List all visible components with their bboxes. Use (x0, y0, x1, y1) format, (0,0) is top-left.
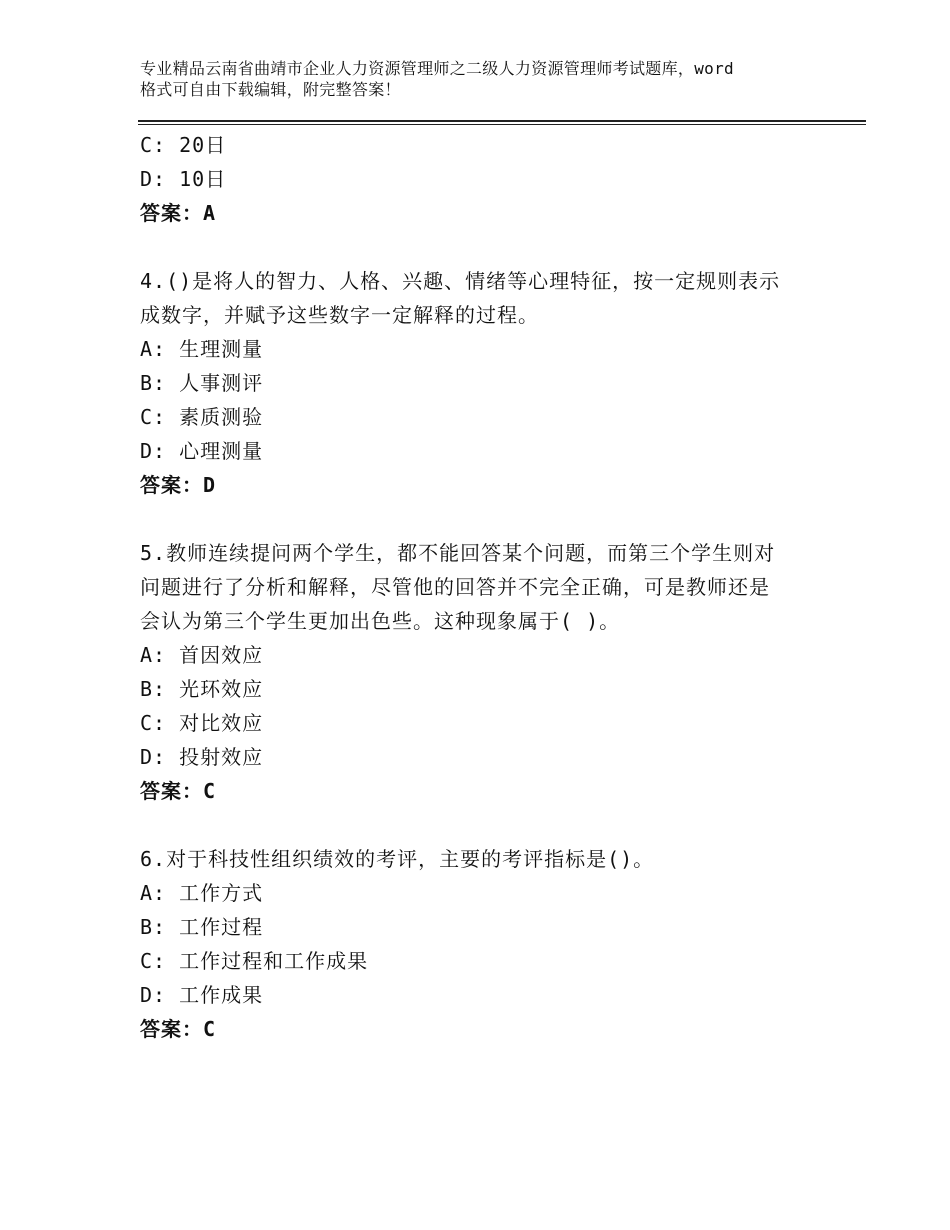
question-content (140, 128, 820, 1046)
option-a: A: 首因效应 (140, 643, 264, 667)
question-text-line: 5.教师连续提问两个学生，都不能回答某个问题，而第三个学生则对 (140, 541, 776, 565)
spacer (140, 808, 820, 842)
answer: 答案：C (140, 1017, 217, 1041)
option-d: D: 10日 (140, 167, 227, 191)
question-text-line: 4.()是将人的智力、人格、兴趣、情绪等心理特征，按一定规则表示 (140, 269, 781, 293)
question-text-line: 问题进行了分析和解释，尽管他的回答并不完全正确，可是教师还是 (140, 575, 770, 599)
document-header (140, 58, 840, 100)
question-4 (140, 264, 820, 502)
question-text-line: 会认为第三个学生更加出色些。这种现象属于( )。 (140, 609, 621, 633)
option-c: C: 对比效应 (140, 711, 264, 735)
question-text-line: 6.对于科技性组织绩效的考评，主要的考评指标是()。 (140, 847, 655, 871)
answer: 答案：A (140, 201, 217, 225)
header-rule-thick (138, 120, 866, 122)
option-a: A: 生理测量 (140, 337, 264, 361)
header-line-1: 专业精品云南省曲靖市企业人力资源管理师之二级人力资源管理师考试题库，word (140, 59, 734, 78)
question-text-line: 成数字，并赋予这些数字一定解释的过程。 (140, 303, 539, 327)
option-d: D: 投射效应 (140, 745, 264, 769)
spacer (140, 502, 820, 536)
spacer (140, 230, 820, 264)
option-b: B: 人事测评 (140, 371, 264, 395)
option-c: C: 素质测验 (140, 405, 264, 429)
prev-question (140, 128, 820, 230)
option-d: D: 工作成果 (140, 983, 264, 1007)
option-a: A: 工作方式 (140, 881, 264, 905)
option-b: B: 光环效应 (140, 677, 264, 701)
header-rule-thin (138, 124, 866, 125)
option-d: D: 心理测量 (140, 439, 264, 463)
answer: 答案：C (140, 779, 217, 803)
option-c: C: 20日 (140, 133, 227, 157)
question-5 (140, 536, 820, 808)
header-line-2: 格式可自由下载编辑，附完整答案！ (140, 80, 401, 99)
answer: 答案：D (140, 473, 217, 497)
option-b: B: 工作过程 (140, 915, 264, 939)
option-c: C: 工作过程和工作成果 (140, 949, 369, 973)
question-6 (140, 842, 820, 1046)
